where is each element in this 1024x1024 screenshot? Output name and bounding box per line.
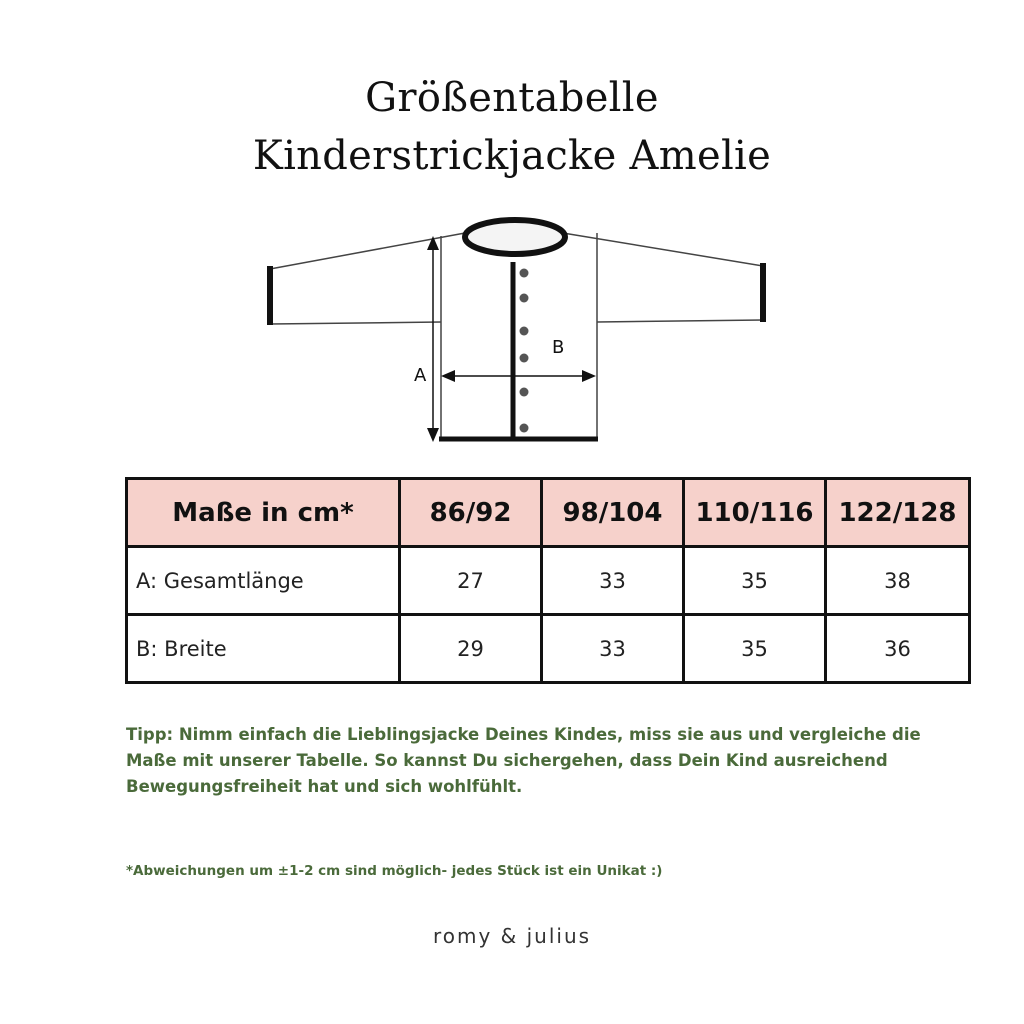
left-sleeve-outline <box>270 233 465 269</box>
button-dot <box>520 294 529 303</box>
button-dot <box>520 388 529 397</box>
table-cell: 33 <box>542 547 684 615</box>
header-size-110-116: 110/116 <box>684 479 826 547</box>
button-dot <box>520 424 529 433</box>
right-sleeve-outline <box>563 233 763 266</box>
label-b: B <box>552 337 565 358</box>
page-subtitle: Kinderstrickjacke Amelie <box>252 133 772 179</box>
page-title: Größentabelle <box>365 75 659 121</box>
brand-name: romy & julius <box>432 924 592 948</box>
label-a: A <box>414 365 427 386</box>
button-dot <box>520 327 529 336</box>
arrow-head-b-left <box>441 370 455 382</box>
header-measure: Maße in cm* <box>127 479 400 547</box>
table-cell: 33 <box>542 615 684 683</box>
cardigan-diagram <box>0 200 1024 460</box>
right-sleeve-bottom <box>597 320 763 322</box>
table-cell: 35 <box>684 615 826 683</box>
measuring-tip: Tipp: Nimm einfach die Lieblingsjacke Deines Kindes, miss sie aus und vergleiche die Maße mit unserer Tabelle. So kannst Du sichergehen, dass Dein Kind ausreichend Bewegungsfreiheit hat und sich wohlfühlt. <box>126 725 921 796</box>
row-label-width: B: Breite <box>127 615 400 683</box>
arrow-head-b-right <box>582 370 596 382</box>
table-cell: 38 <box>826 547 970 615</box>
arrow-head-a-bottom <box>427 428 439 442</box>
header-size-98-104: 98/104 <box>542 479 684 547</box>
size-table <box>125 477 971 684</box>
button-dot <box>520 354 529 363</box>
table-row <box>127 547 970 615</box>
table-header-row <box>127 479 970 547</box>
table-row <box>127 615 970 683</box>
table-cell: 36 <box>826 615 970 683</box>
header-size-122-128: 122/128 <box>826 479 970 547</box>
collar <box>465 220 565 254</box>
button-dot <box>520 269 529 278</box>
table-cell: 35 <box>684 547 826 615</box>
left-sleeve-bottom <box>270 322 441 324</box>
deviation-note: *Abweichungen um ±1-2 cm sind möglich- jedes Stück ist ein Unikat :) <box>126 863 663 879</box>
table-cell: 29 <box>400 615 542 683</box>
table-cell: 27 <box>400 547 542 615</box>
row-label-length: A: Gesamtlänge <box>127 547 400 615</box>
header-size-86-92: 86/92 <box>400 479 542 547</box>
